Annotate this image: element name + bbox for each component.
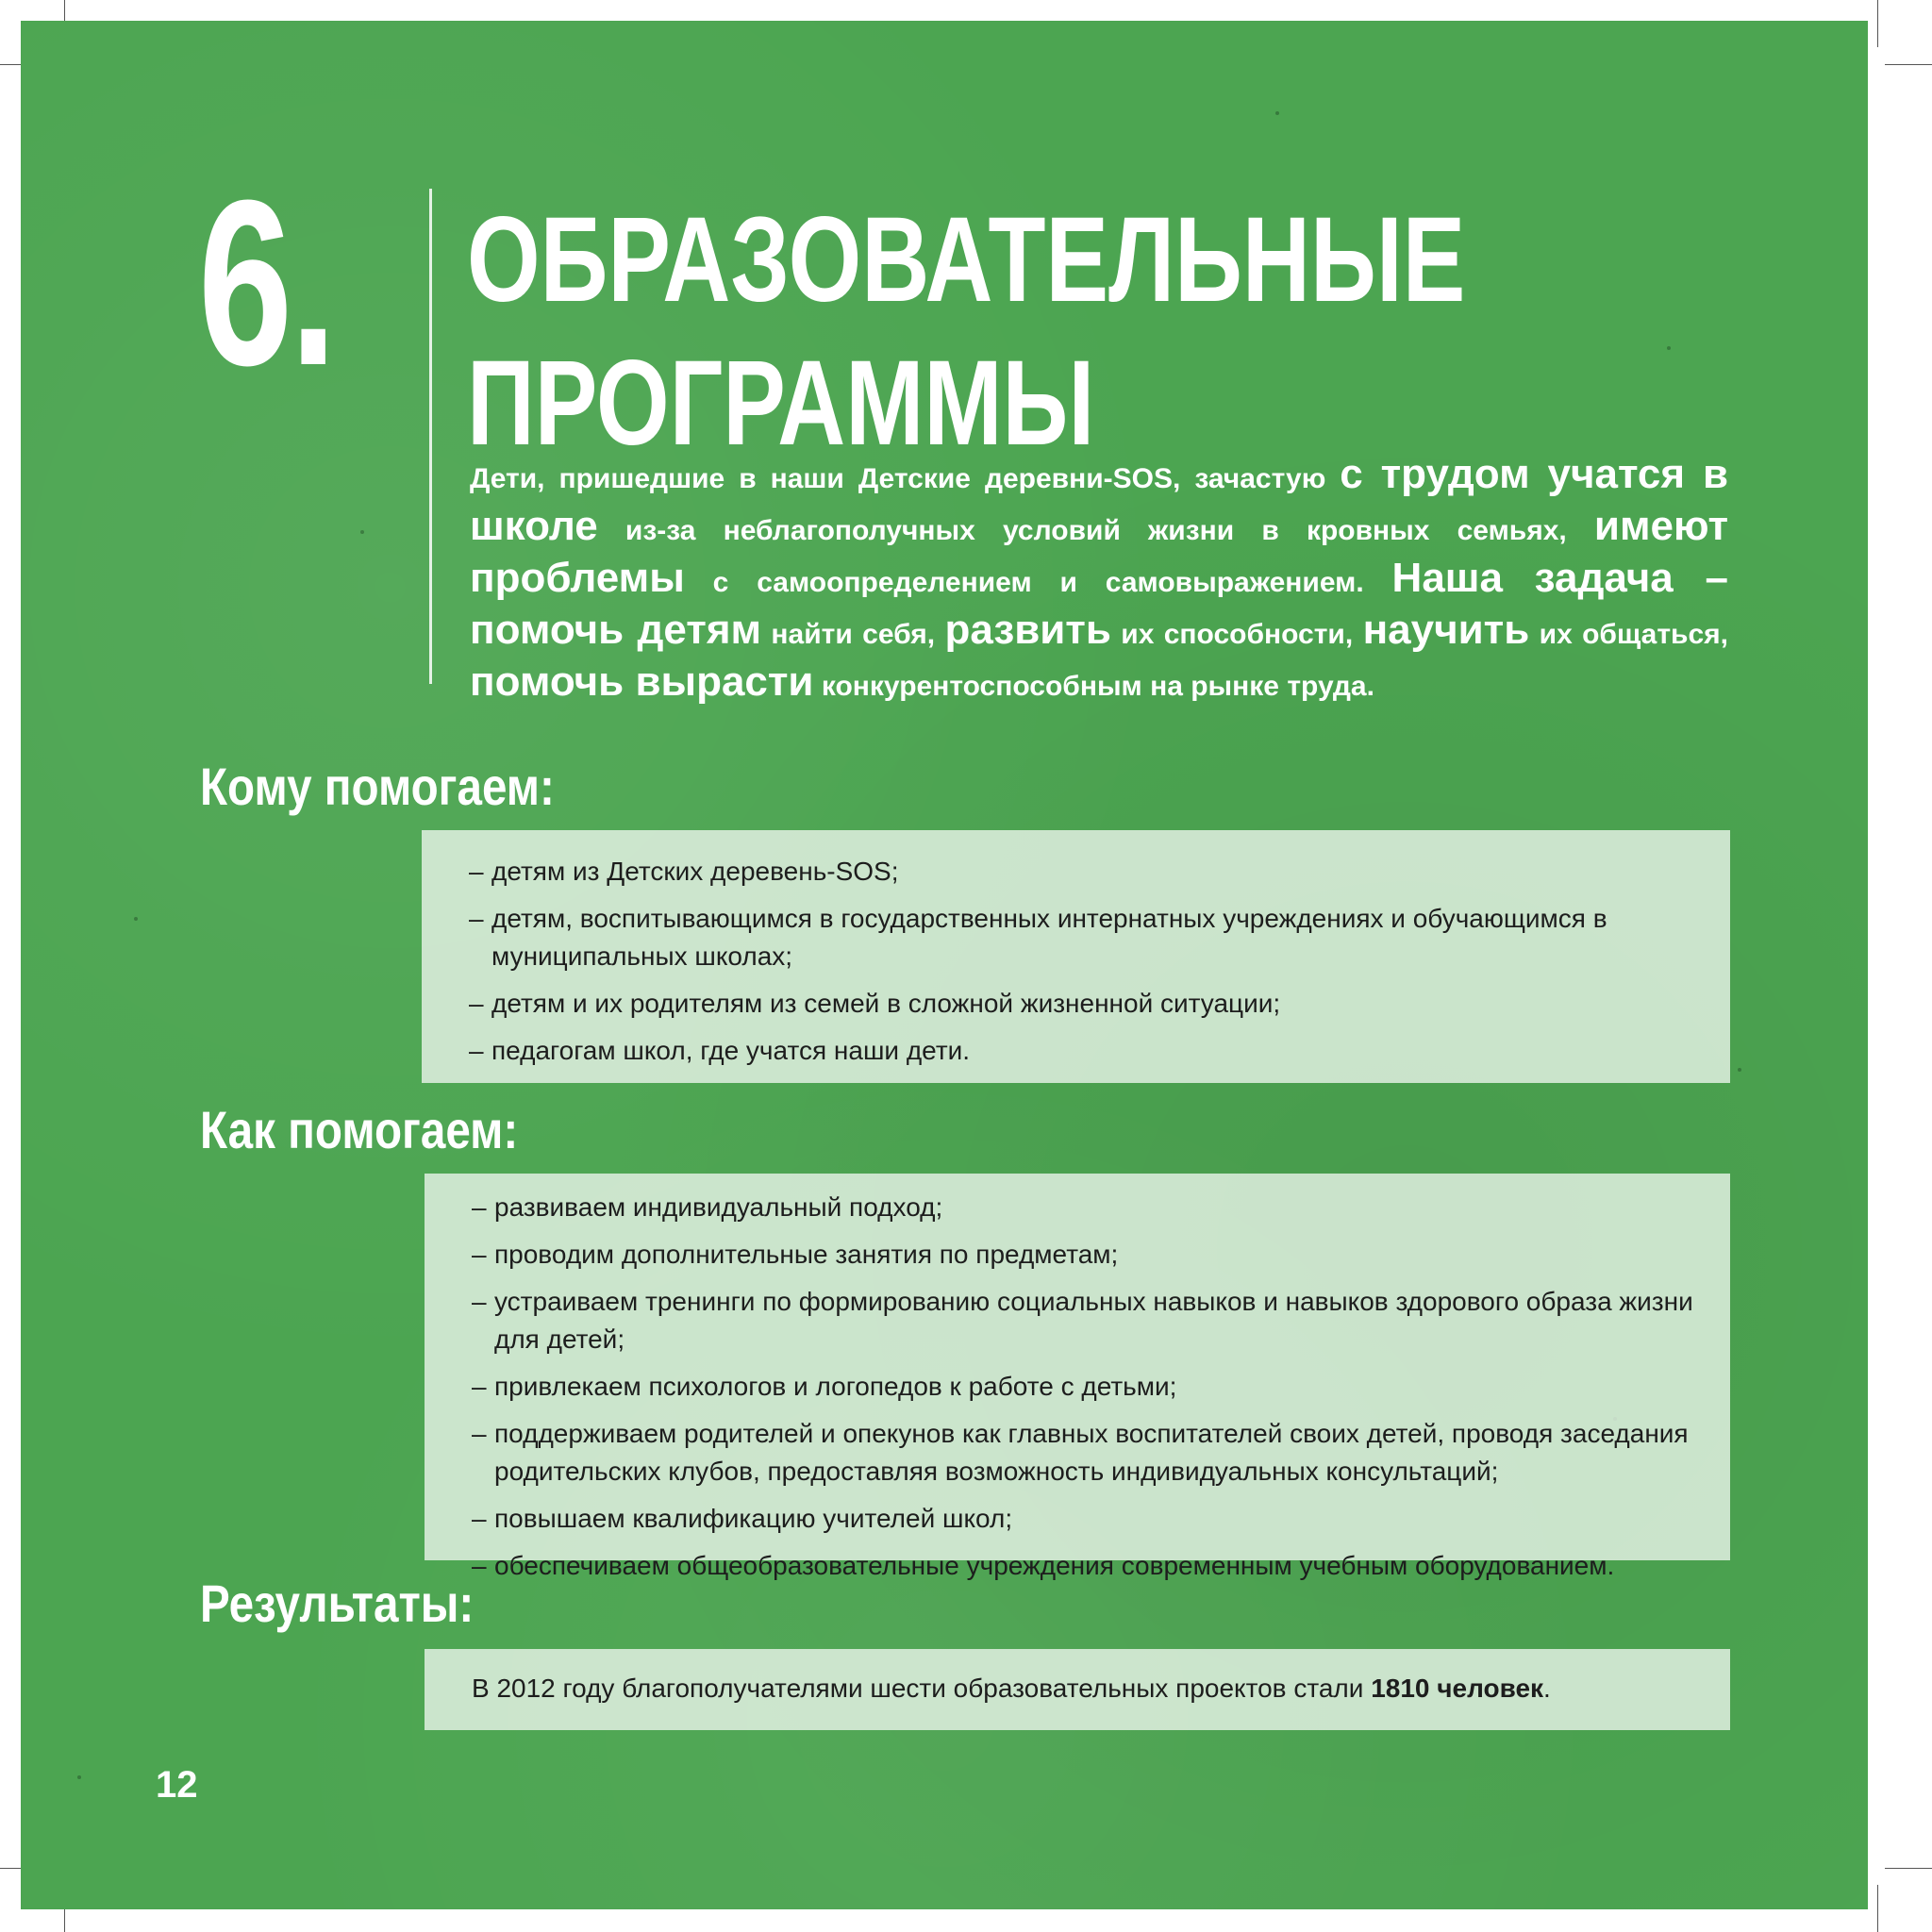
results-highlight: 1810 человек xyxy=(1371,1674,1544,1703)
list-item: – детям, воспитывающимся в государственных интернатных учреждениях и обучающимся в муниципальных школах; xyxy=(469,904,1607,971)
list-item: – обеспечиваем общеобразовательные учреждения современным учебным оборудованием. xyxy=(472,1551,1615,1580)
crop-mark xyxy=(1885,1868,1932,1869)
title-divider xyxy=(429,189,432,684)
whom-list xyxy=(469,853,1704,1070)
intro-emphasis: с трудом учатся в школе xyxy=(470,451,1728,549)
list-item: – повышаем квалификацию учителей школ; xyxy=(472,1504,1013,1533)
paper-speck xyxy=(360,530,364,534)
how-list xyxy=(472,1189,1704,1585)
paper-speck xyxy=(1275,111,1279,115)
intro-emphasis: развить xyxy=(944,607,1111,653)
list-item: – детям и их родителям из семей в сложной жизненной ситуации; xyxy=(469,989,1281,1018)
whom-heading: Кому помогаем: xyxy=(200,757,555,816)
intro-text: с самоопределением и самовыражением. xyxy=(684,567,1392,598)
page-title xyxy=(467,189,1497,475)
paper-speck xyxy=(1667,346,1671,350)
intro-text: конкурентоспособным на рынке труда. xyxy=(813,671,1374,702)
how-panel xyxy=(425,1174,1730,1580)
intro-emphasis: помочь вырасти xyxy=(470,658,814,705)
intro-paragraph xyxy=(470,451,1728,710)
list-item: – устраиваем тренинги по формированию социальных навыков и навыков здорового образа жизни для детей; xyxy=(472,1287,1693,1354)
paper-speck xyxy=(77,1775,81,1779)
intro-emphasis: Наша задача – помочь детям xyxy=(470,555,1728,653)
results-heading: Результаты: xyxy=(200,1574,475,1633)
list-item: – привлекаем психологов и логопедов к работе с детьми; xyxy=(472,1372,1177,1401)
paper-speck xyxy=(1738,1068,1741,1072)
intro-text: их общаться, xyxy=(1529,619,1728,650)
how-heading: Как помогаем: xyxy=(200,1100,519,1159)
results-text: В 2012 году благополучателями шести образовательных проектов стали 1810 человек. xyxy=(472,1674,1551,1703)
page-number: 12 xyxy=(156,1764,198,1806)
whom-panel xyxy=(422,830,1730,1083)
results-panel xyxy=(425,1649,1730,1730)
intro-emphasis: имеют проблемы xyxy=(470,503,1728,601)
list-item: – развиваем индивидуальный подход; xyxy=(472,1192,943,1222)
paper-speck xyxy=(134,917,138,921)
list-item: – проводим дополнительные занятия по предметам; xyxy=(472,1240,1119,1269)
crop-mark xyxy=(1877,0,1878,47)
section-number: 6. xyxy=(198,151,335,414)
intro-text: Дети, пришедшие в наши Детские деревни-SOS, зачастую xyxy=(470,463,1341,494)
list-item: – педагогам школ, где учатся наши дети. xyxy=(469,1036,971,1065)
intro-text: найти себя, xyxy=(761,619,945,650)
title-line-2: ПРОГРАММЫ xyxy=(467,336,1095,471)
intro-emphasis: научить xyxy=(1362,607,1530,653)
crop-mark xyxy=(1877,1885,1878,1932)
crop-mark xyxy=(1885,64,1932,65)
intro-text: их способности, xyxy=(1110,619,1363,650)
title-line-1: ОБРАЗОВАТЕЛЬНЫЕ xyxy=(467,192,1466,327)
intro-text: из-за неблагополучных условий жизни в кровных семьях, xyxy=(597,515,1594,546)
list-item: – поддерживаем родителей и опекунов как главных воспитателей своих детей, проводя заседания родительских клубов, предоставляя возможность индивидуальных консультаций; xyxy=(472,1419,1689,1486)
list-item: – детям из Детских деревень-SOS; xyxy=(469,857,899,886)
